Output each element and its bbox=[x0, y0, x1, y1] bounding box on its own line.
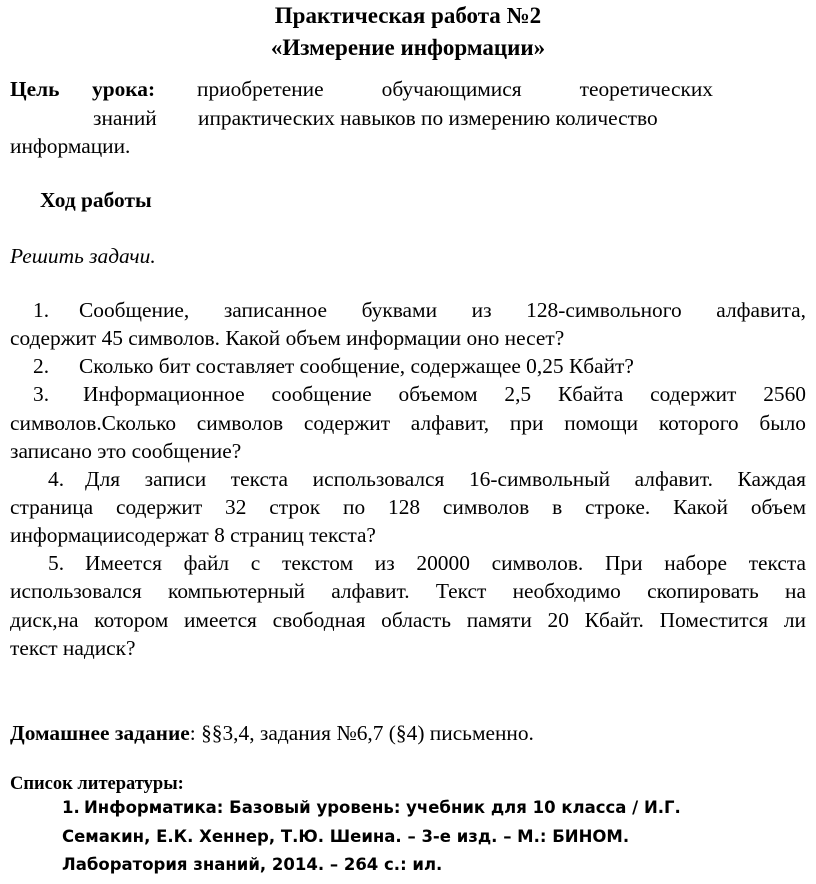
task-5-line-3: диск,на котором имеется свободная область памяти 20 Кбайт. Поместится ли bbox=[10, 608, 806, 632]
homework bbox=[10, 721, 534, 746]
task-5-line-1: Имеется файл с текстом из 20000 символов. При наборе текста bbox=[85, 551, 806, 575]
reference-1-line-1: Информатика: Базовый уровень: учебник для 10 класса / И.Г. bbox=[84, 798, 681, 817]
task-4-line-3: информациисодержат 8 страниц текста? bbox=[10, 523, 376, 547]
task-3-line-2: символов.Сколько символов содержит алфавит, при помощи которого было bbox=[10, 411, 806, 435]
goal-text-line-2-right: ипрактических навыков по измерению количество bbox=[198, 106, 658, 130]
task-number-4: 4. bbox=[48, 467, 65, 491]
task-5-line-2: использовался компьютерный алфавит. Текст необходимо скопировать на bbox=[10, 579, 806, 603]
title-line-1: Практическая работа №2 bbox=[274, 3, 542, 28]
task-1-line-2: содержит 45 символов. Какой объем информации оно несет? bbox=[10, 326, 565, 350]
task-number-1: 1. bbox=[33, 298, 50, 322]
goal-text-line-1: приобретение обучающимися теоретических bbox=[197, 77, 713, 101]
title-line-2: «Измерение информации» bbox=[270, 35, 546, 60]
homework-text: : §§3,4, задания №6,7 (§4) письменно. bbox=[189, 721, 534, 745]
task-3-line-3: записано это сообщение? bbox=[10, 439, 242, 463]
task-number-5: 5. bbox=[48, 551, 65, 575]
task-1-line-1: Сообщение, записанное буквами из 128-символьного алфавита, bbox=[79, 298, 806, 322]
task-number-3: 3. bbox=[33, 382, 50, 406]
task-5-line-4: текст надиск? bbox=[10, 636, 136, 660]
task-4-line-1: Для записи текста использовался 16-символьный алфавит. Каждая bbox=[85, 467, 806, 491]
task-4-line-2: страница содержит 32 строк по 128 символов в строке. Какой объем bbox=[10, 495, 806, 519]
section-heading: Ход работы bbox=[40, 188, 152, 212]
goal-label-word-2: урока: bbox=[92, 77, 156, 101]
task-2-line-1: Сколько бит составляет сообщение, содержащее 0,25 Кбайт? bbox=[79, 354, 634, 378]
instruction: Решить задачи. bbox=[10, 244, 156, 268]
reference-number-1: 1. bbox=[62, 798, 80, 817]
goal-label-word-1: Цель bbox=[10, 77, 60, 101]
task-number-2: 2. bbox=[33, 354, 50, 378]
reference-1-line-2: Семакин, Е.К. Хеннер, Т.Ю. Шеина. – 3-е изд. – М.: БИНОМ. bbox=[62, 827, 630, 846]
goal-text-line-2-left: знаний bbox=[93, 106, 157, 130]
homework-label: Домашнее задание bbox=[10, 721, 190, 745]
task-3-line-1: Информационное сообщение объемом 2,5 Кбайта содержит 2560 bbox=[83, 382, 806, 406]
goal-text-line-3: информации. bbox=[10, 134, 131, 158]
reference-1-line-3: Лаборатория знаний, 2014. – 264 с.: ил. bbox=[62, 855, 443, 874]
references-heading: Список литературы: bbox=[10, 774, 184, 794]
